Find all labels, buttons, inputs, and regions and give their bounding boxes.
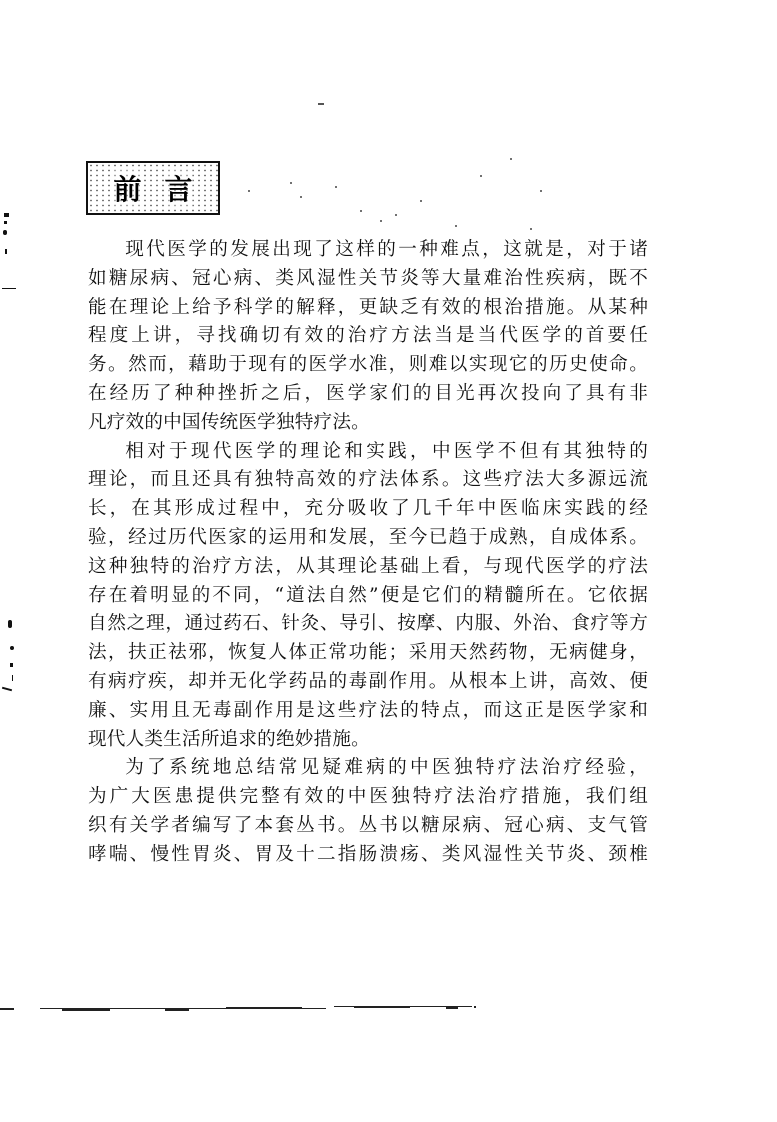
margin-scan-mark bbox=[5, 249, 7, 254]
text-line: 现代人类生活所追求的绝妙措施。 bbox=[88, 728, 370, 750]
scan-noise bbox=[540, 190, 542, 192]
bottom-scan-line bbox=[226, 1007, 302, 1009]
margin-scan-mark bbox=[3, 230, 7, 235]
text-line: 为广大医患提供完整有效的中医独特疗法治疗措施，我们组 bbox=[88, 786, 648, 808]
text-line: 相对于现代医学的理论和实践，中医学不但有其独特的 bbox=[125, 440, 648, 462]
text-line: 验，经过历代医家的运用和发展，至今已趋于成熟，自成体系。 bbox=[88, 526, 648, 548]
bottom-scan-line bbox=[165, 1009, 189, 1011]
scan-noise bbox=[248, 190, 250, 192]
text-line: 有病疗疾，却并无化学药品的毒副作用。从根本上讲，高效、便 bbox=[88, 670, 648, 692]
margin-scan-mark bbox=[8, 620, 12, 628]
text-line: 理论，而且还具有独特高效的疗法体系。这些疗法大多源远流 bbox=[88, 469, 648, 491]
text-line: 如糖尿病、冠心病、类风湿性关节炎等大量难治性疾病，既不 bbox=[88, 267, 648, 289]
bottom-scan-line bbox=[474, 1006, 476, 1008]
bottom-scan-line bbox=[0, 1008, 14, 1010]
scan-speck bbox=[318, 103, 324, 105]
scan-noise bbox=[300, 196, 302, 198]
text-line: 织有关学者编写了本套丛书。丛书以糖尿病、冠心病、支气管 bbox=[88, 814, 648, 836]
text-line: 长，在其形成过程中，充分吸收了几千年中医临床实践的经 bbox=[88, 498, 648, 520]
scan-noise bbox=[360, 210, 362, 212]
scan-noise bbox=[380, 220, 382, 222]
text-line: 务。然而，藉助于现有的医学水准，则难以实现它的历史使命。 bbox=[88, 354, 648, 376]
preface-heading-box bbox=[86, 161, 220, 215]
scan-noise bbox=[455, 225, 457, 227]
paragraph-3 bbox=[88, 754, 648, 869]
bottom-scan-line bbox=[446, 1007, 458, 1009]
margin-scan-mark bbox=[2, 288, 16, 289]
margin-scan-mark bbox=[4, 221, 7, 224]
text-line: 能在理论上给予科学的解释，更缺乏有效的根治措施。从某种 bbox=[88, 296, 648, 318]
preface-heading bbox=[88, 163, 218, 213]
text-line: 法，扶正祛邪，恢复人体正常功能；采用天然药物，无病健身， bbox=[88, 642, 648, 664]
margin-scan-mark bbox=[4, 213, 9, 217]
scan-noise bbox=[335, 186, 337, 188]
margin-scan-mark bbox=[10, 646, 14, 650]
margin-scan-mark bbox=[10, 663, 13, 667]
text-line: 廉、实用且无毒副作用是这些疗法的特点，而这正是医学家和 bbox=[88, 699, 648, 721]
scan-noise bbox=[290, 182, 292, 184]
preface-body bbox=[88, 236, 648, 870]
paragraph-2 bbox=[88, 438, 648, 755]
scan-noise bbox=[530, 228, 532, 230]
text-line: 在经历了种种挫折之后，医学家们的目光再次投向了具有非 bbox=[88, 382, 648, 404]
heading-char-2: 言 bbox=[164, 168, 192, 208]
paragraph-1 bbox=[88, 236, 648, 438]
text-line: 现代医学的发展出现了这样的一种难点，这就是，对于诸 bbox=[125, 239, 648, 260]
text-line: 凡疗效的中国传统医学独特疗法。 bbox=[88, 411, 370, 433]
text-line: 哮喘、慢性胃炎、胃及十二指肠溃疡、类风湿性关节炎、颈椎 bbox=[88, 843, 648, 865]
heading-char-1: 前 bbox=[113, 168, 141, 208]
bottom-scan-line bbox=[62, 1009, 110, 1011]
bottom-scan-line bbox=[354, 1006, 410, 1008]
margin-scan-mark bbox=[12, 675, 13, 681]
scan-noise bbox=[420, 200, 422, 202]
scan-noise bbox=[480, 175, 482, 177]
scan-noise bbox=[395, 214, 397, 216]
text-line: 为了系统地总结常见疑难病的中医独特疗法治疗经验， bbox=[125, 757, 648, 779]
text-line: 程度上讲，寻找确切有效的治疗方法当是当代医学的首要任 bbox=[88, 325, 648, 347]
text-line: 自然之理，通过药石、针灸、导引、按摩、内服、外治、食疗等方 bbox=[88, 613, 648, 635]
scan-noise bbox=[510, 158, 512, 160]
text-line: 这种独特的治疗方法，从其理论基础上看，与现代医学的疗法 bbox=[88, 555, 648, 577]
text-line: 存在着明显的不同，“道法自然”便是它们的精髓所在。它依据 bbox=[88, 584, 648, 606]
margin-scan-mark bbox=[2, 687, 12, 692]
